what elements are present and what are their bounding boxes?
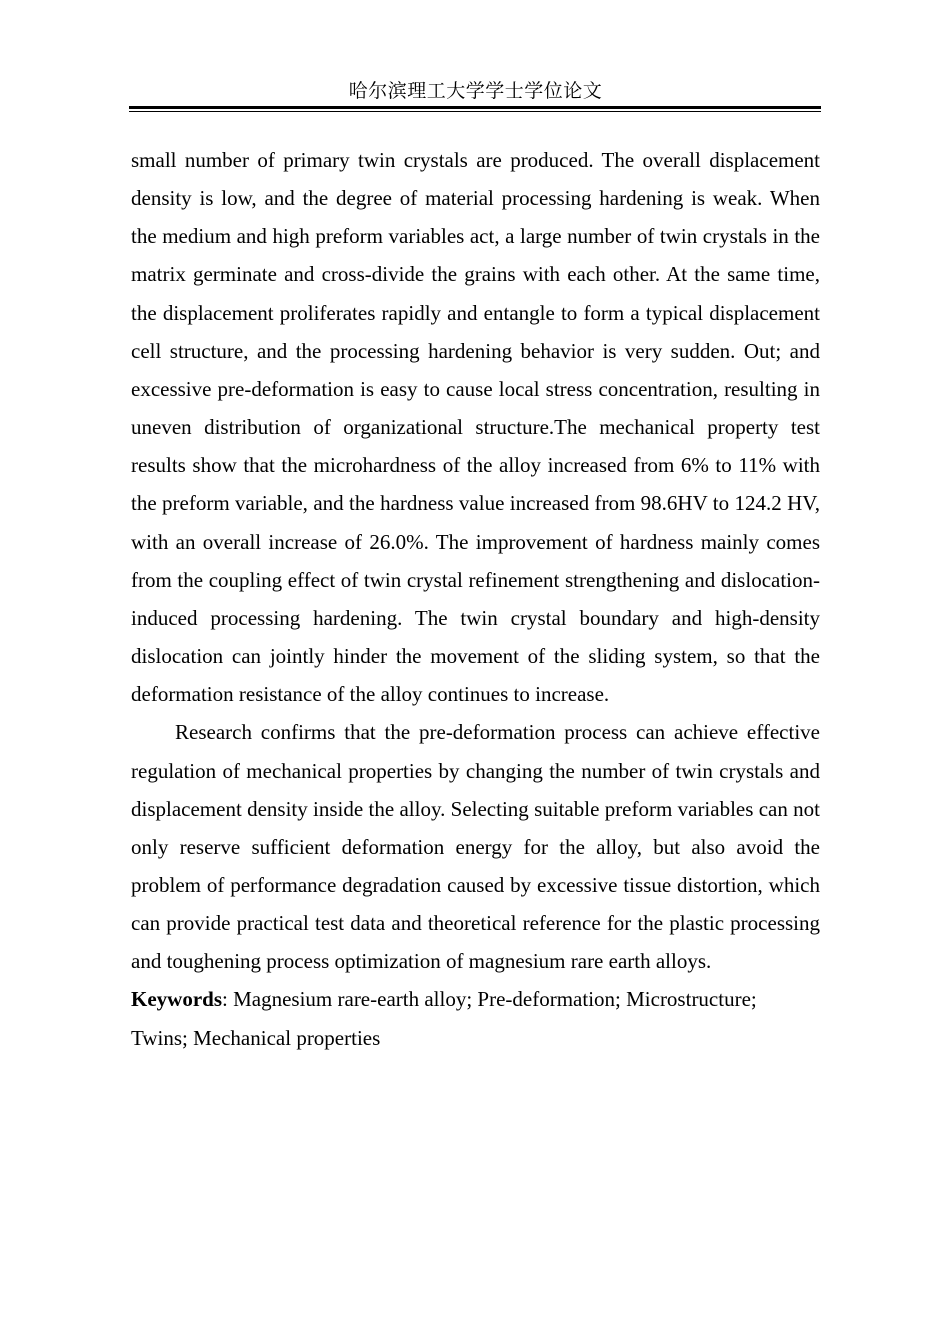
keywords-line-1: Magnesium rare-earth alloy; Pre-deformation; Microstructure; <box>233 987 757 1012</box>
keywords-block <box>131 980 820 1056</box>
keywords-line-2: Twins; Mechanical properties <box>131 1025 381 1050</box>
abstract-body <box>131 141 820 1057</box>
header-rule-thick <box>129 106 821 109</box>
keywords-label: Keywords <box>131 987 222 1012</box>
keywords-separator: : <box>222 987 234 1012</box>
abstract-paragraph-continued: small number of primary twin crystals are produced. The overall displacement density is low, and the degree of material processing hardening is weak. When the medium and high preform variables act, a large number of twin crystals in the matrix germinate and cross-divide the grains with each other. At the same time, the displacement proliferates rapidly and entangle to form a typical displacement cell structure, and the processing hardening behavior is very sudden. Out; and excessive pre-deformation is easy to cause local stress concentration, resulting in uneven distribution of organizational structure.The mechanical property test results show that the microhardness of the alloy increased from 6% to 11% with the preform variable, and the hardness value increased from 98.6HV to 124.2 HV, with an overall increase of 26.0%. The improvement of hardness mainly comes from the coupling effect of twin crystal refinement strengthening and dislocation-induced processing hardening. The twin crystal boundary and high-density dislocation can jointly hinder the movement of the sliding system, so that the deformation resistance of the alloy continues to increase. <box>131 148 820 707</box>
abstract-paragraph-conclusion: Research confirms that the pre-deformation process can achieve effective regulation of mechanical properties by changing the number of twin crystals and displacement density inside the alloy. Selecting suitable preform variables can not only reserve sufficient deformation energy for the alloy, but also avoid the problem of performance degradation caused by excessive tissue distortion, which can provide practical test data and theoretical reference for the plastic processing and toughening process optimization of magnesium rare earth alloys. <box>131 720 820 974</box>
running-header-title: 哈尔滨理工大学学士学位论文 <box>348 80 603 102</box>
header-rule-thin <box>129 111 821 112</box>
